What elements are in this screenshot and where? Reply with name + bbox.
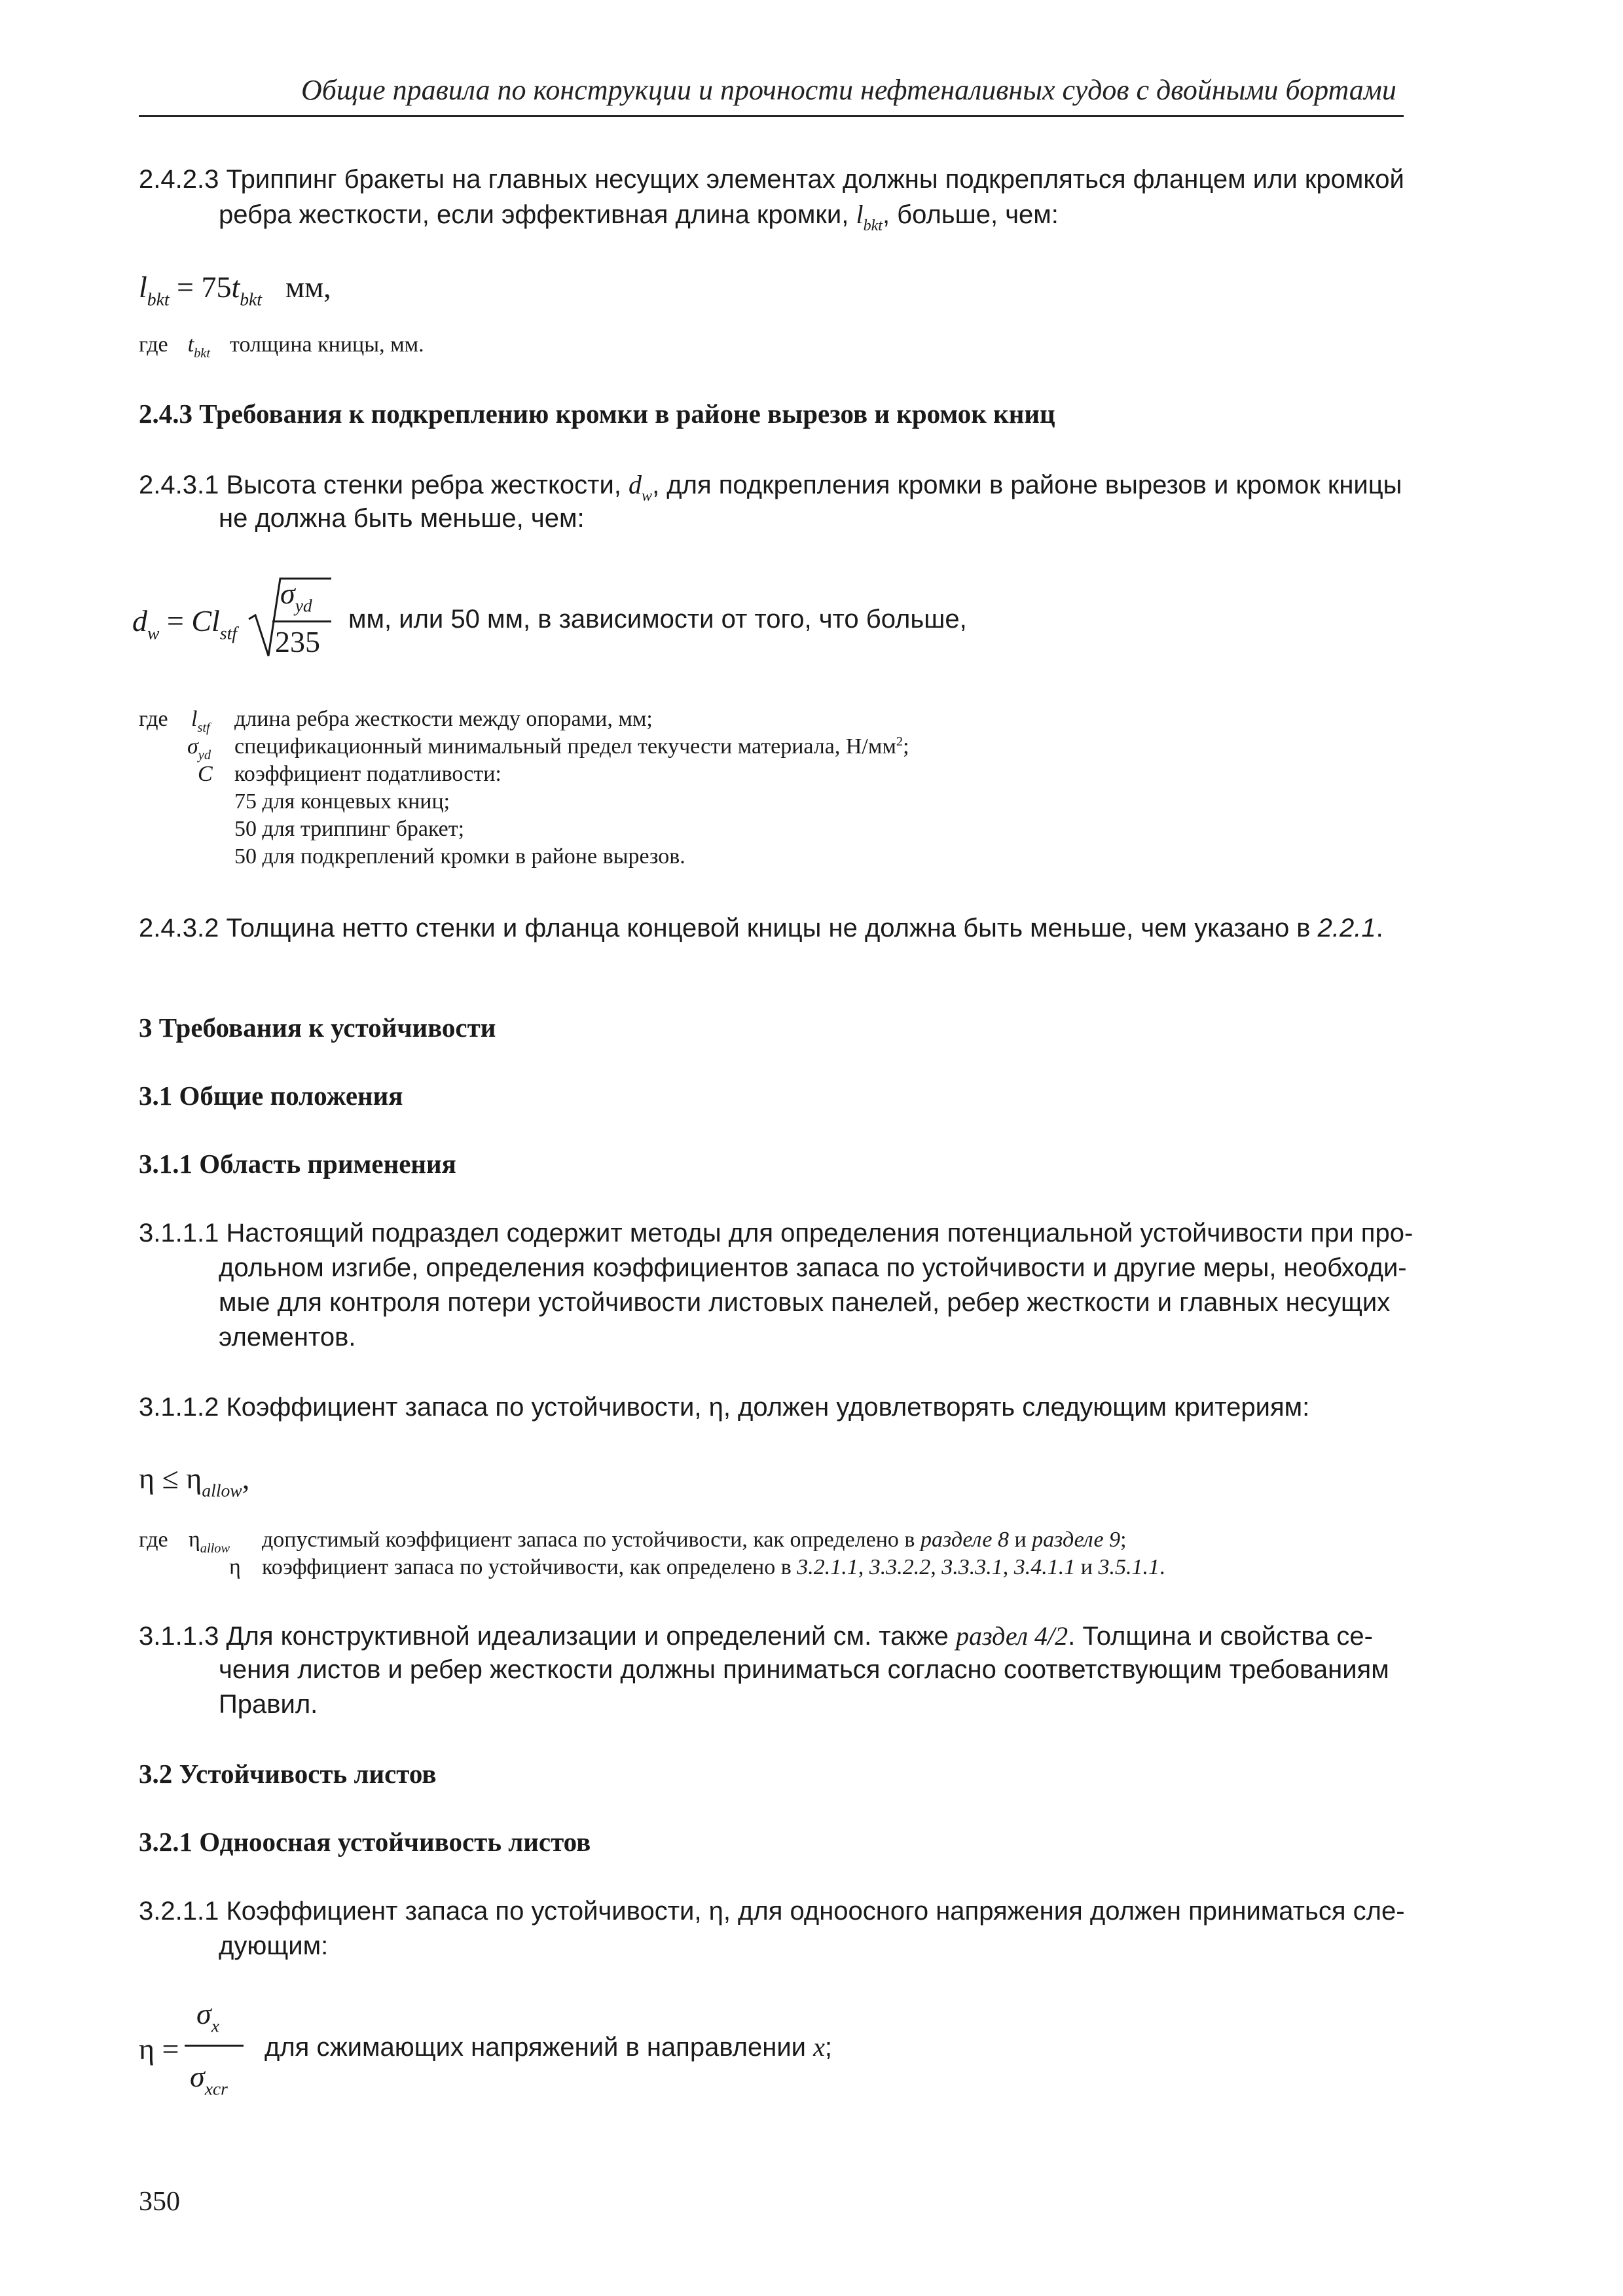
heading-2-4-3: 2.4.3 Требования к подкреплению кромки в районе вырезов и кромок книц <box>139 399 1055 429</box>
heading-3-2-1: 3.2.1 Одноосная устойчивость листов <box>139 1827 591 1857</box>
formula-dw-numerator: $\sigma_{yd}$ <box>280 577 312 616</box>
para-3211-line2: дующим: <box>219 1931 329 1960</box>
para-3111-line4: элементов. <box>219 1323 356 1352</box>
formula-eta-tail: для сжимающих напряжений в направлении x; <box>264 2032 833 2062</box>
where-2431-desc-sigma: спецификационный минимальный предел текучести материала, $Н/мм^2$; <box>234 734 909 759</box>
para-3113-line1: 3.1.1.3 Для конструктивной идеализации и определений см. также раздел 4/2. Толщина и свойства се- <box>139 1621 1373 1651</box>
formula-lbkt: $l_{bkt} = 75t_{bkt}$ мм, <box>139 270 331 310</box>
where-3112-sym-2: η <box>229 1555 241 1579</box>
where-3112-sym-1: $\eta_{allow}$ <box>189 1528 230 1556</box>
para-2431-line2: не должна быть меньше, чем: <box>219 504 585 533</box>
formula-dw-tail: мм, или 50 мм, в зависимости от того, что больше, <box>348 605 967 634</box>
where-3112-label: где <box>139 1528 168 1552</box>
formula-dw-left: $d_w = Cl_{stf}$ <box>132 604 237 643</box>
formula-eta-denominator: $\sigma_{xcr}$ <box>190 2060 228 2099</box>
heading-3-1: 3.1 Общие положения <box>139 1081 403 1111</box>
para-3111-line2: дольном изгибе, определения коэффициентов запаса по устойчивости и другие меры, необходи- <box>219 1253 1407 1282</box>
formula-dw-denominator: 235 <box>275 625 320 658</box>
para-3112: 3.1.1.2 Коэффициент запаса по устойчивости, η, должен удовлетворять следующим критериям: <box>139 1393 1310 1422</box>
where-2431-label: где <box>139 707 168 731</box>
where-2431-sym-sigma: $\sigma_{yd}$ <box>187 734 211 763</box>
c-value-1: 75 для концевых книц; <box>234 789 450 814</box>
para-3113-line3: Правил. <box>219 1690 318 1719</box>
para-2423-line1: 2.4.2.3 Триппинг бракеты на главных несущих элементах должны подкрепляться фланцем или кромкой <box>139 165 1404 194</box>
where-2431-sym-l: $l_{stf}$ <box>191 707 210 736</box>
where-2431-sym-c: C <box>198 762 213 786</box>
page-number: 350 <box>139 2187 180 2217</box>
eta-fraction-line <box>185 2045 244 2047</box>
para-3211-line1: 3.2.1.1 Коэффициент запаса по устойчивости, η, для одноосного напряжения должен приниматься сле- <box>139 1897 1405 1926</box>
para-2431-line1: 2.4.3.1 Высота стенки ребра жесткости, $d_w$, для подкрепления кромки в районе вырезов и кромок кницы <box>139 470 1402 505</box>
where-2431-desc-l: длина ребра жесткости между опорами, мм; <box>234 707 653 731</box>
running-header: Общие правила по конструкции и прочности нефтеналивных судов с двойными бортами <box>301 74 1396 106</box>
heading-3-2: 3.2 Устойчивость листов <box>139 1759 437 1789</box>
formula-eta-numerator: $\sigma_x$ <box>196 1997 219 2036</box>
heading-3: 3 Требования к устойчивости <box>139 1013 496 1043</box>
para-3111-line3: мые для контроля потери устойчивости листовых панелей, ребер жесткости и главных несущих <box>219 1288 1391 1317</box>
c-value-3: 50 для подкреплений кромки в районе вырезов. <box>234 844 685 869</box>
heading-3-1-1: 3.1.1 Область применения <box>139 1149 456 1179</box>
formula-eta-lhs: η = <box>139 2032 179 2066</box>
where-2431-desc-c: коэффициент податливости: <box>234 762 501 786</box>
header-rule <box>139 115 1404 117</box>
para-2423-line2: ребра жесткости, если эффективная длина кромки, $l_{bkt}$, больше, чем: <box>219 200 1059 234</box>
fraction-line <box>272 620 331 622</box>
formula-eta-allow: $\eta \le \eta_{allow}$, <box>139 1462 250 1501</box>
para-2432: 2.4.3.2 Толщина нетто стенки и фланца концевой кницы не должна быть меньше, чем указано в 2.2.1. <box>139 914 1383 942</box>
c-value-2: 50 для триппинг бракет; <box>234 817 465 841</box>
where-3112-desc-1: допустимый коэффициент запаса по устойчивости, как определено в разделе 8 и разделе 9; <box>262 1528 1127 1552</box>
para-3113-line2: чения листов и ребер жесткости должны приниматься согласно соответствующим требованиям <box>219 1655 1389 1684</box>
where-3112-desc-2: коэффициент запаса по устойчивости, как определено в 3.2.1.1, 3.3.2.2, 3.3.3.1, 3.4.1.1 и 3.5.1.1. <box>262 1555 1165 1579</box>
where-2423: где $t_{bkt}$ толщина кницы, мм. <box>139 332 424 361</box>
para-3111-line1: 3.1.1.1 Настоящий подраздел содержит методы для определения потенциальной устойчивости при про- <box>139 1219 1413 1247</box>
